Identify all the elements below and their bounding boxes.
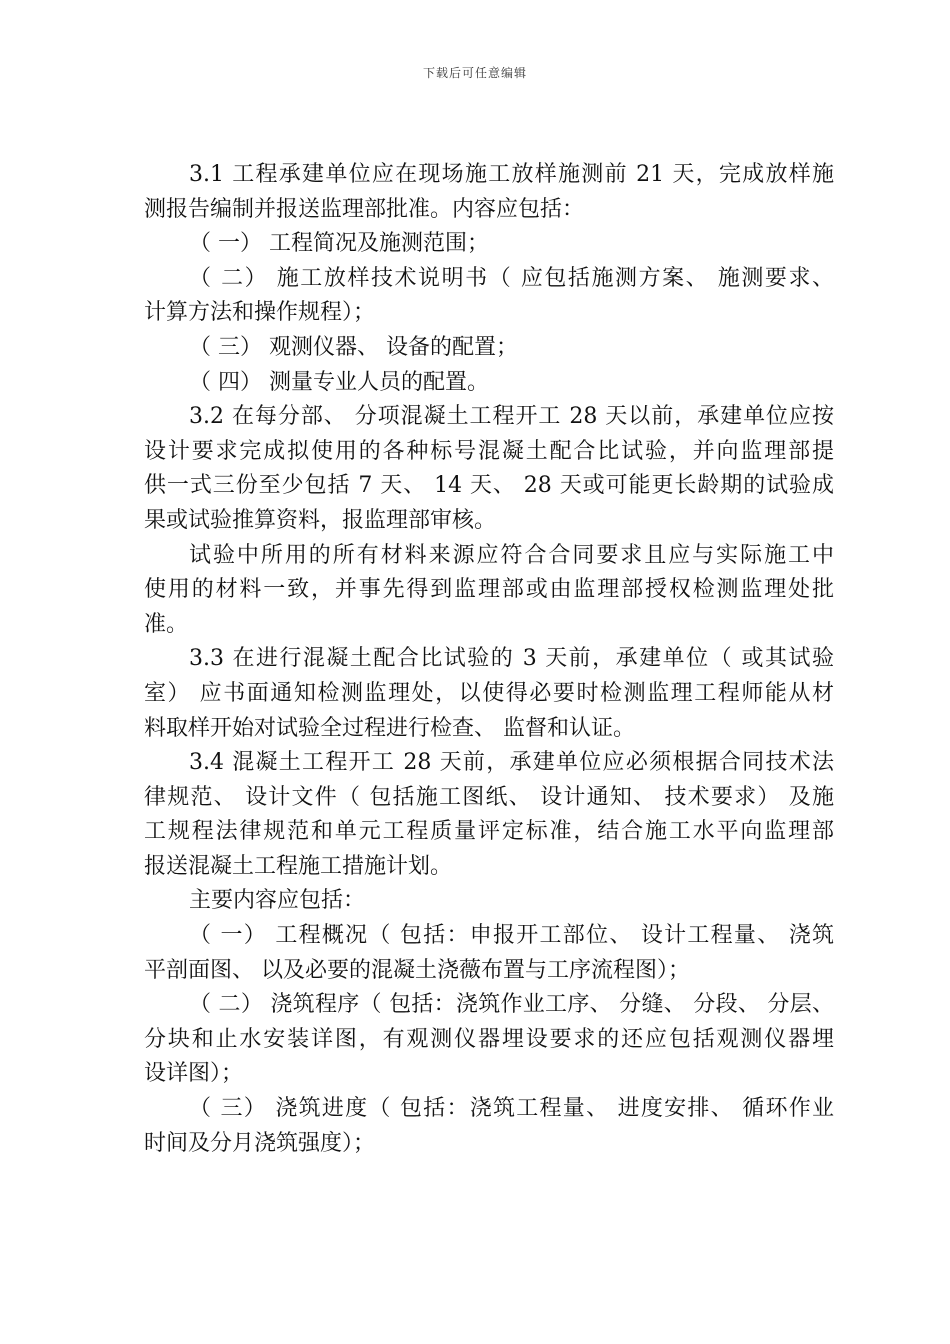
text-line: （ 一） 工程简况及施测范围；	[189, 231, 489, 257]
text-line: 工规程法律规范和单元工程质量评定标准，结合施工水平向监理部	[144, 819, 834, 845]
text-line: 使用的材料一致，并事先得到监理部或由监理部授权检测监理处批	[144, 577, 834, 603]
text-line: 供一式三份至少包括 7 天、 14 天、 28 天或可能更长龄期的试验成	[144, 473, 834, 499]
text-line: （ 四） 测量专业人员的配置。	[189, 369, 489, 395]
text-line: 报送混凝土工程施工措施计划。	[144, 853, 453, 879]
text-line: 3.2 在每分部、 分项混凝土工程开工 28 天以前，承建单位应按	[189, 404, 834, 430]
text-line: （ 一） 工程概况（ 包括：申报开工部位、 设计工程量、 浇筑	[189, 923, 834, 949]
text-line: 计算方法和操作规程）；	[144, 300, 376, 326]
text-line: （ 二） 施工放样技术说明书（ 应包括施测方案、 施测要求、	[189, 265, 834, 291]
text-line: 时间及分月浇筑强度）；	[144, 1130, 376, 1156]
text-line: 设计要求完成拟使用的各种标号混凝土配合比试验，并向监理部提	[144, 438, 834, 464]
page-header: 下载后可任意编辑	[422, 66, 527, 80]
text-line: 设详图）；	[144, 1061, 244, 1087]
text-line: 准。	[144, 611, 189, 637]
text-line: 3.1 工程承建单位应在现场施工放样施测前 21 天，完成放样施	[189, 162, 834, 187]
text-line: 3.4 混凝土工程开工 28 天前，承建单位应必须根据合同技术法	[189, 750, 834, 776]
text-line: 料取样开始对试验全过程进行检查、 监督和认证。	[144, 715, 635, 741]
text-line: 平剖面图、 以及必要的混凝土浇薇布置与工序流程图）；	[144, 957, 690, 983]
text-line: 测报告编制并报送监理部批准。内容应包括：	[144, 196, 585, 222]
text-line: 分块和止水安装详图，有观测仪器埋设要求的还应包括观测仪器埋	[144, 1026, 834, 1052]
text-line: 室） 应书面通知检测监理处，以使得必要时检测监理工程师能从材	[144, 680, 834, 706]
text-line: 试验中所用的所有材料来源应符合合同要求且应与实际施工中	[189, 542, 834, 568]
text-line: 果或试验推算资料，报监理部审核。	[144, 507, 497, 533]
text-line: 律规范、 设计文件（ 包括施工图纸、 设计通知、 技术要求） 及施	[144, 784, 834, 810]
text-line: 主要内容应包括：	[189, 888, 366, 914]
document-body	[144, 158, 834, 1161]
text-line: （ 三） 观测仪器、 设备的配置；	[189, 334, 518, 360]
text-line: （ 三） 浇筑进度（ 包括：浇筑工程量、 进度安排、 循环作业	[189, 1096, 834, 1122]
text-line: （ 二） 浇筑程序（ 包括：浇筑作业工序、 分缝、 分段、 分层、	[189, 992, 834, 1018]
text-line: 3.3 在进行混凝土配合比试验的 3 天前，承建单位（ 或其试验	[189, 646, 834, 672]
